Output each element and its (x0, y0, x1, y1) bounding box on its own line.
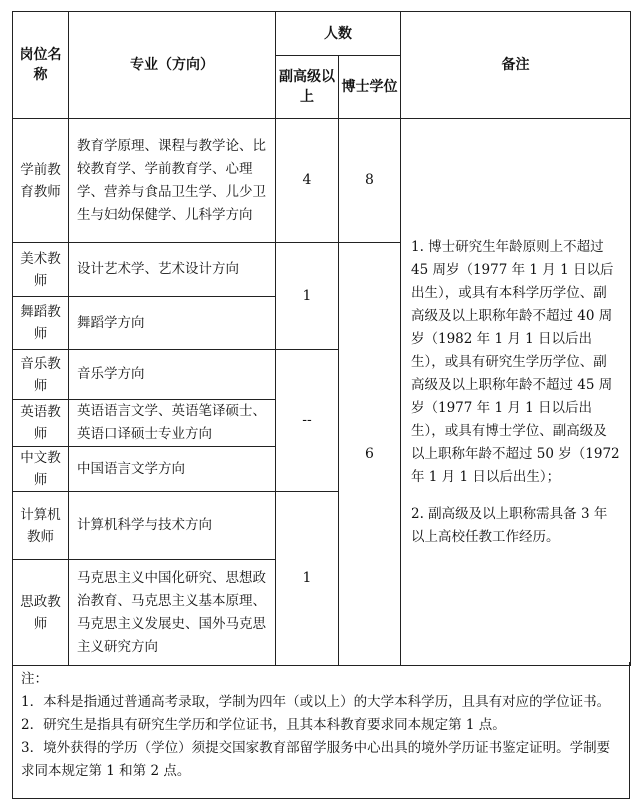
remark-item-2: 2. 副高级及以上职称需具备 3 年以上高校任教工作经历。 (411, 505, 608, 545)
position-art: 美术教师 (13, 243, 69, 297)
note-2: 2．研究生是指具有研究生学历和学位证书，且其本科教育要求同本规定第 1 点。 (21, 717, 506, 733)
major-preschool: 教育学原理、课程与教学论、比较教育学、学前教育学、心理学、营养与食品卫生学、儿少卫生与妇幼保健学、儿科学方向 (69, 119, 276, 243)
note-3: 3．境外获得的学历（学位）须提交国家教育部留学服务中心出具的境外学历证书鉴定证明。学制要求同本规定第 1 和第 2 点。 (21, 740, 611, 779)
senior-count-lang: -- (276, 350, 339, 492)
remark-cell (401, 119, 631, 666)
major-music: 音乐学方向 (69, 350, 276, 400)
major-chinese: 中国语言文学方向 (69, 447, 276, 492)
header-count: 人数 (276, 12, 401, 56)
position-chinese: 中文教师 (13, 447, 69, 492)
recruitment-table (12, 11, 631, 666)
remark-item-1: 1. 博士研究生年龄原则上不超过 45 周岁（1977 年 1 月 1 日以后出生），或具有本科学历学位、副高级及以上职称年龄不超过 40 周岁（1982 年 1 月 1 日以后出生），或具有研究生学历学位、副高级及以上职称年龄不超过 45 周岁（1977 年 1 月 1 日以后出生），或具有博士学位、副高级及以上职称年龄不超过 50 岁（1972 年 1 月 1 日以后出生）； (411, 238, 620, 485)
senior-count-arts: 1 (276, 243, 339, 350)
header-major: 专业（方向） (69, 12, 276, 119)
phd-count-others: 6 (339, 243, 401, 666)
position-computer: 计算机教师 (13, 492, 69, 560)
position-politics: 思政教师 (13, 560, 69, 666)
major-politics: 马克思主义中国化研究、思想政治教育、马克思主义基本原理、马克思主义发展史、国外马克思主义研究方向 (69, 560, 276, 666)
position-english: 英语教师 (13, 400, 69, 447)
major-art: 设计艺术学、艺术设计方向 (69, 243, 276, 297)
position-preschool: 学前教育教师 (13, 119, 69, 243)
notes-title: 注： (21, 671, 48, 687)
major-english: 英语语言文学、英语笔译硕士、英语口译硕士专业方向 (69, 400, 276, 447)
header-senior: 副高级以上 (276, 56, 339, 119)
position-dance: 舞蹈教师 (13, 297, 69, 350)
phd-count-preschool: 8 (339, 119, 401, 243)
senior-count-tech: 1 (276, 492, 339, 666)
notes-section (12, 662, 630, 799)
note-1: 1．本科是指通过普通高考录取，学制为四年（或以上）的大学本科学历，且具有对应的学位证书。 (21, 694, 611, 710)
header-phd: 博士学位 (339, 56, 401, 119)
position-music: 音乐教师 (13, 350, 69, 400)
major-dance: 舞蹈学方向 (69, 297, 276, 350)
major-computer: 计算机科学与技术方向 (69, 492, 276, 560)
header-position: 岗位名称 (13, 12, 69, 119)
header-remark: 备注 (401, 12, 631, 119)
senior-count-preschool: 4 (276, 119, 339, 243)
